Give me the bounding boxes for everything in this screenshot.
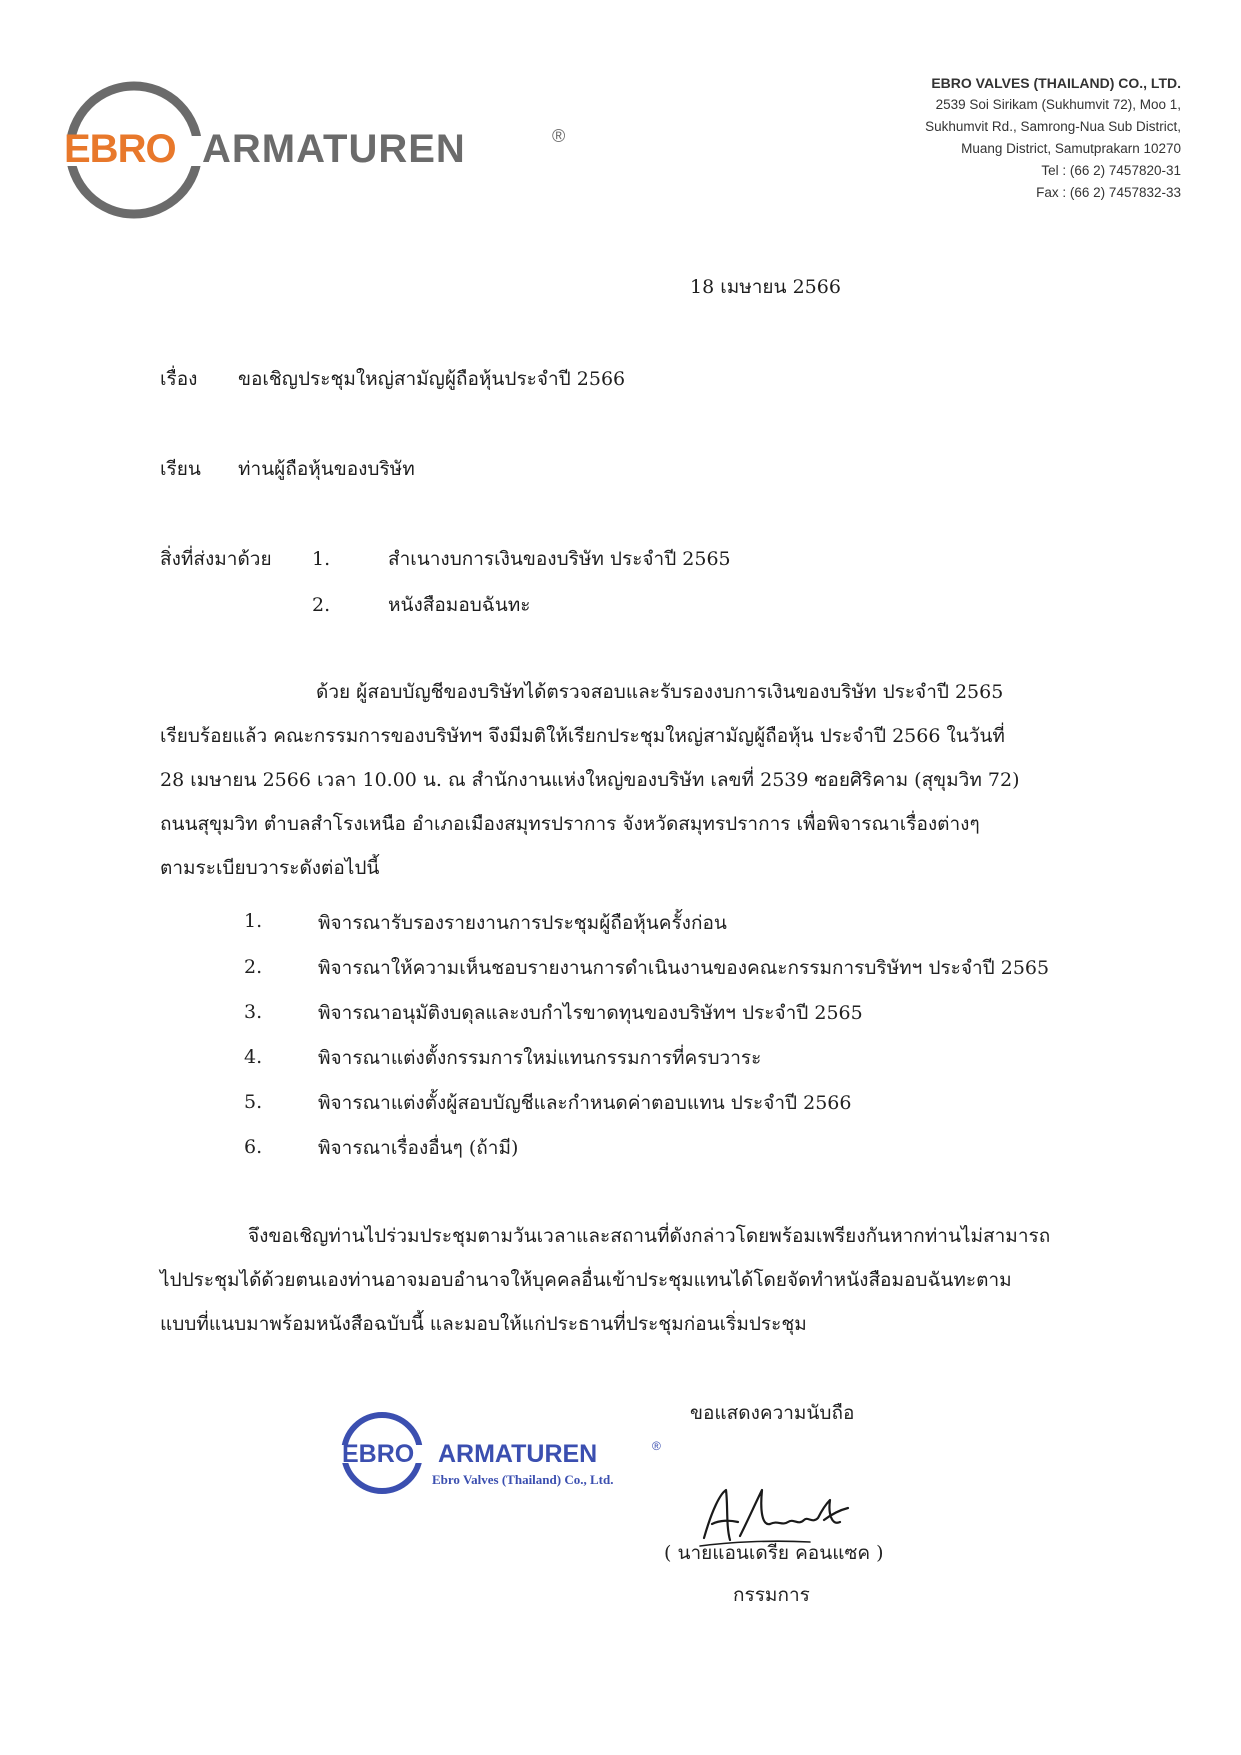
agenda-item: พิจารณารับรองรายงานการประชุมผู้ถือหุ้นครั้งก่อน — [318, 912, 727, 934]
logo-registered-mark: ® — [552, 126, 566, 146]
body-line: ถนนสุขุมวิท ตำบลสำโรงเหนือ อำเภอเมืองสมุทรปราการ จังหวัดสมุทรปราการ เพื่อพิจารณาเรื่องต่างๆ — [160, 813, 980, 835]
signer-name: ( นายแอนเดรีย คอนแซค ) — [664, 1542, 884, 1564]
closing-line: จึงขอเชิญท่านไปร่วมประชุมตามวันเวลาและสถานที่ดังกล่าวโดยพร้อมเพรียงกันหากท่านไม่สามารถ — [248, 1225, 1051, 1247]
agenda-number: 5. — [244, 1091, 263, 1113]
agenda-number: 6. — [244, 1136, 263, 1158]
body-line: 28 เมษายน 2566 เวลา 10.00 น. ณ สำนักงานแห่งใหญ่ของบริษัท เลขที่ 2539 ซอยศิริคาม (สุขุมวิท 72) — [160, 769, 1020, 791]
agenda-number: 1. — [244, 910, 263, 932]
body-line: เรียบร้อยแล้ว คณะกรรมการของบริษัทฯ จึงมีมติให้เรียกประชุมใหญ่สามัญผู้ถือหุ้น ประจำปี 2566 ในวันที่ — [160, 725, 1005, 747]
closing-paragraph — [160, 1214, 1120, 1346]
enclosure-number: 2. — [312, 594, 331, 616]
stamp-registered-mark: ® — [652, 1439, 661, 1453]
body-paragraph — [160, 670, 1120, 890]
logo-ebro-text: EBRO — [64, 127, 176, 171]
stamp-armaturen-text: ARMATUREN — [438, 1440, 598, 1468]
agenda-number: 4. — [244, 1046, 263, 1068]
enclosures-label: สิ่งที่ส่งมาด้วย — [160, 548, 272, 570]
body-line: ด้วย ผู้สอบบัญชีของบริษัทได้ตรวจสอบและรับรองงบการเงินของบริษัท ประจำปี 2565 — [316, 681, 1004, 703]
address-line: Sukhumvit Rd., Samrong-Nua Sub District, — [925, 119, 1181, 134]
company-name: EBRO VALVES (THAILAND) CO., LTD. — [931, 75, 1181, 91]
stamp-subtitle: Ebro Valves (Thailand) Co., Ltd. — [432, 1472, 614, 1487]
agenda-item: พิจารณาอนุมัติงบดุลและงบกำไรขาดทุนของบริษัทฯ ประจำปี 2565 — [318, 1002, 863, 1024]
agenda-item: พิจารณาให้ความเห็นชอบรายงานการดำเนินงานของคณะกรรมการบริษัทฯ ประจำปี 2565 — [318, 957, 1050, 979]
body-line: ตามระเบียบวาระดังต่อไปนี้ — [160, 857, 380, 879]
agenda-number: 2. — [244, 956, 263, 978]
enclosure-item: สำเนางบการเงินของบริษัท ประจำปี 2565 — [388, 548, 731, 570]
agenda-item: พิจารณาแต่งตั้งผู้สอบบัญชีและกำหนดค่าตอบแทน ประจำปี 2566 — [318, 1092, 852, 1114]
address-line: Muang District, Samutprakarn 10270 — [961, 141, 1181, 156]
address-line: 2539 Soi Sirikam (Sukhumvit 72), Moo 1, — [935, 97, 1181, 112]
company-address-block — [761, 72, 1181, 204]
subject-text: ขอเชิญประชุมใหญ่สามัญผู้ถือหุ้นประจำปี 2566 — [238, 368, 626, 390]
agenda-item: พิจารณาเรื่องอื่นๆ (ถ้ามี) — [318, 1137, 519, 1159]
salutation-label: เรียน — [160, 458, 201, 480]
letter-date: 18 เมษายน 2566 — [690, 276, 841, 298]
company-stamp — [340, 1408, 680, 1498]
phone-line: Tel : (66 2) 7457820-31 — [1041, 163, 1181, 178]
fax-line: Fax : (66 2) 7457832-33 — [1036, 185, 1181, 200]
closing-line: แบบที่แนบมาพร้อมหนังสือฉบับนี้ และมอบให้แก่ประธานที่ประชุมก่อนเริ่มประชุม — [160, 1313, 807, 1335]
company-logo — [62, 80, 582, 220]
agenda-item: พิจารณาแต่งตั้งกรรมการใหม่แทนกรรมการที่ครบวาระ — [318, 1047, 762, 1069]
enclosure-item: หนังสือมอบฉันทะ — [388, 594, 531, 616]
closing-line: ไปประชุมได้ด้วยตนเองท่านอาจมอบอำนาจให้บุคคลอื่นเข้าประชุมแทนได้โดยจัดทำหนังสือมอบฉันทะตาม — [160, 1269, 1012, 1291]
subject-label: เรื่อง — [160, 368, 198, 390]
signer-title: กรรมการ — [733, 1584, 810, 1606]
logo-armaturen-text: ARMATUREN — [202, 127, 466, 171]
stamp-ebro-text: EBRO — [342, 1440, 415, 1468]
closing-regards: ขอแสดงความนับถือ — [690, 1402, 855, 1424]
enclosure-number: 1. — [312, 548, 331, 570]
salutation-text: ท่านผู้ถือหุ้นของบริษัท — [238, 458, 415, 480]
agenda-number: 3. — [244, 1001, 263, 1023]
